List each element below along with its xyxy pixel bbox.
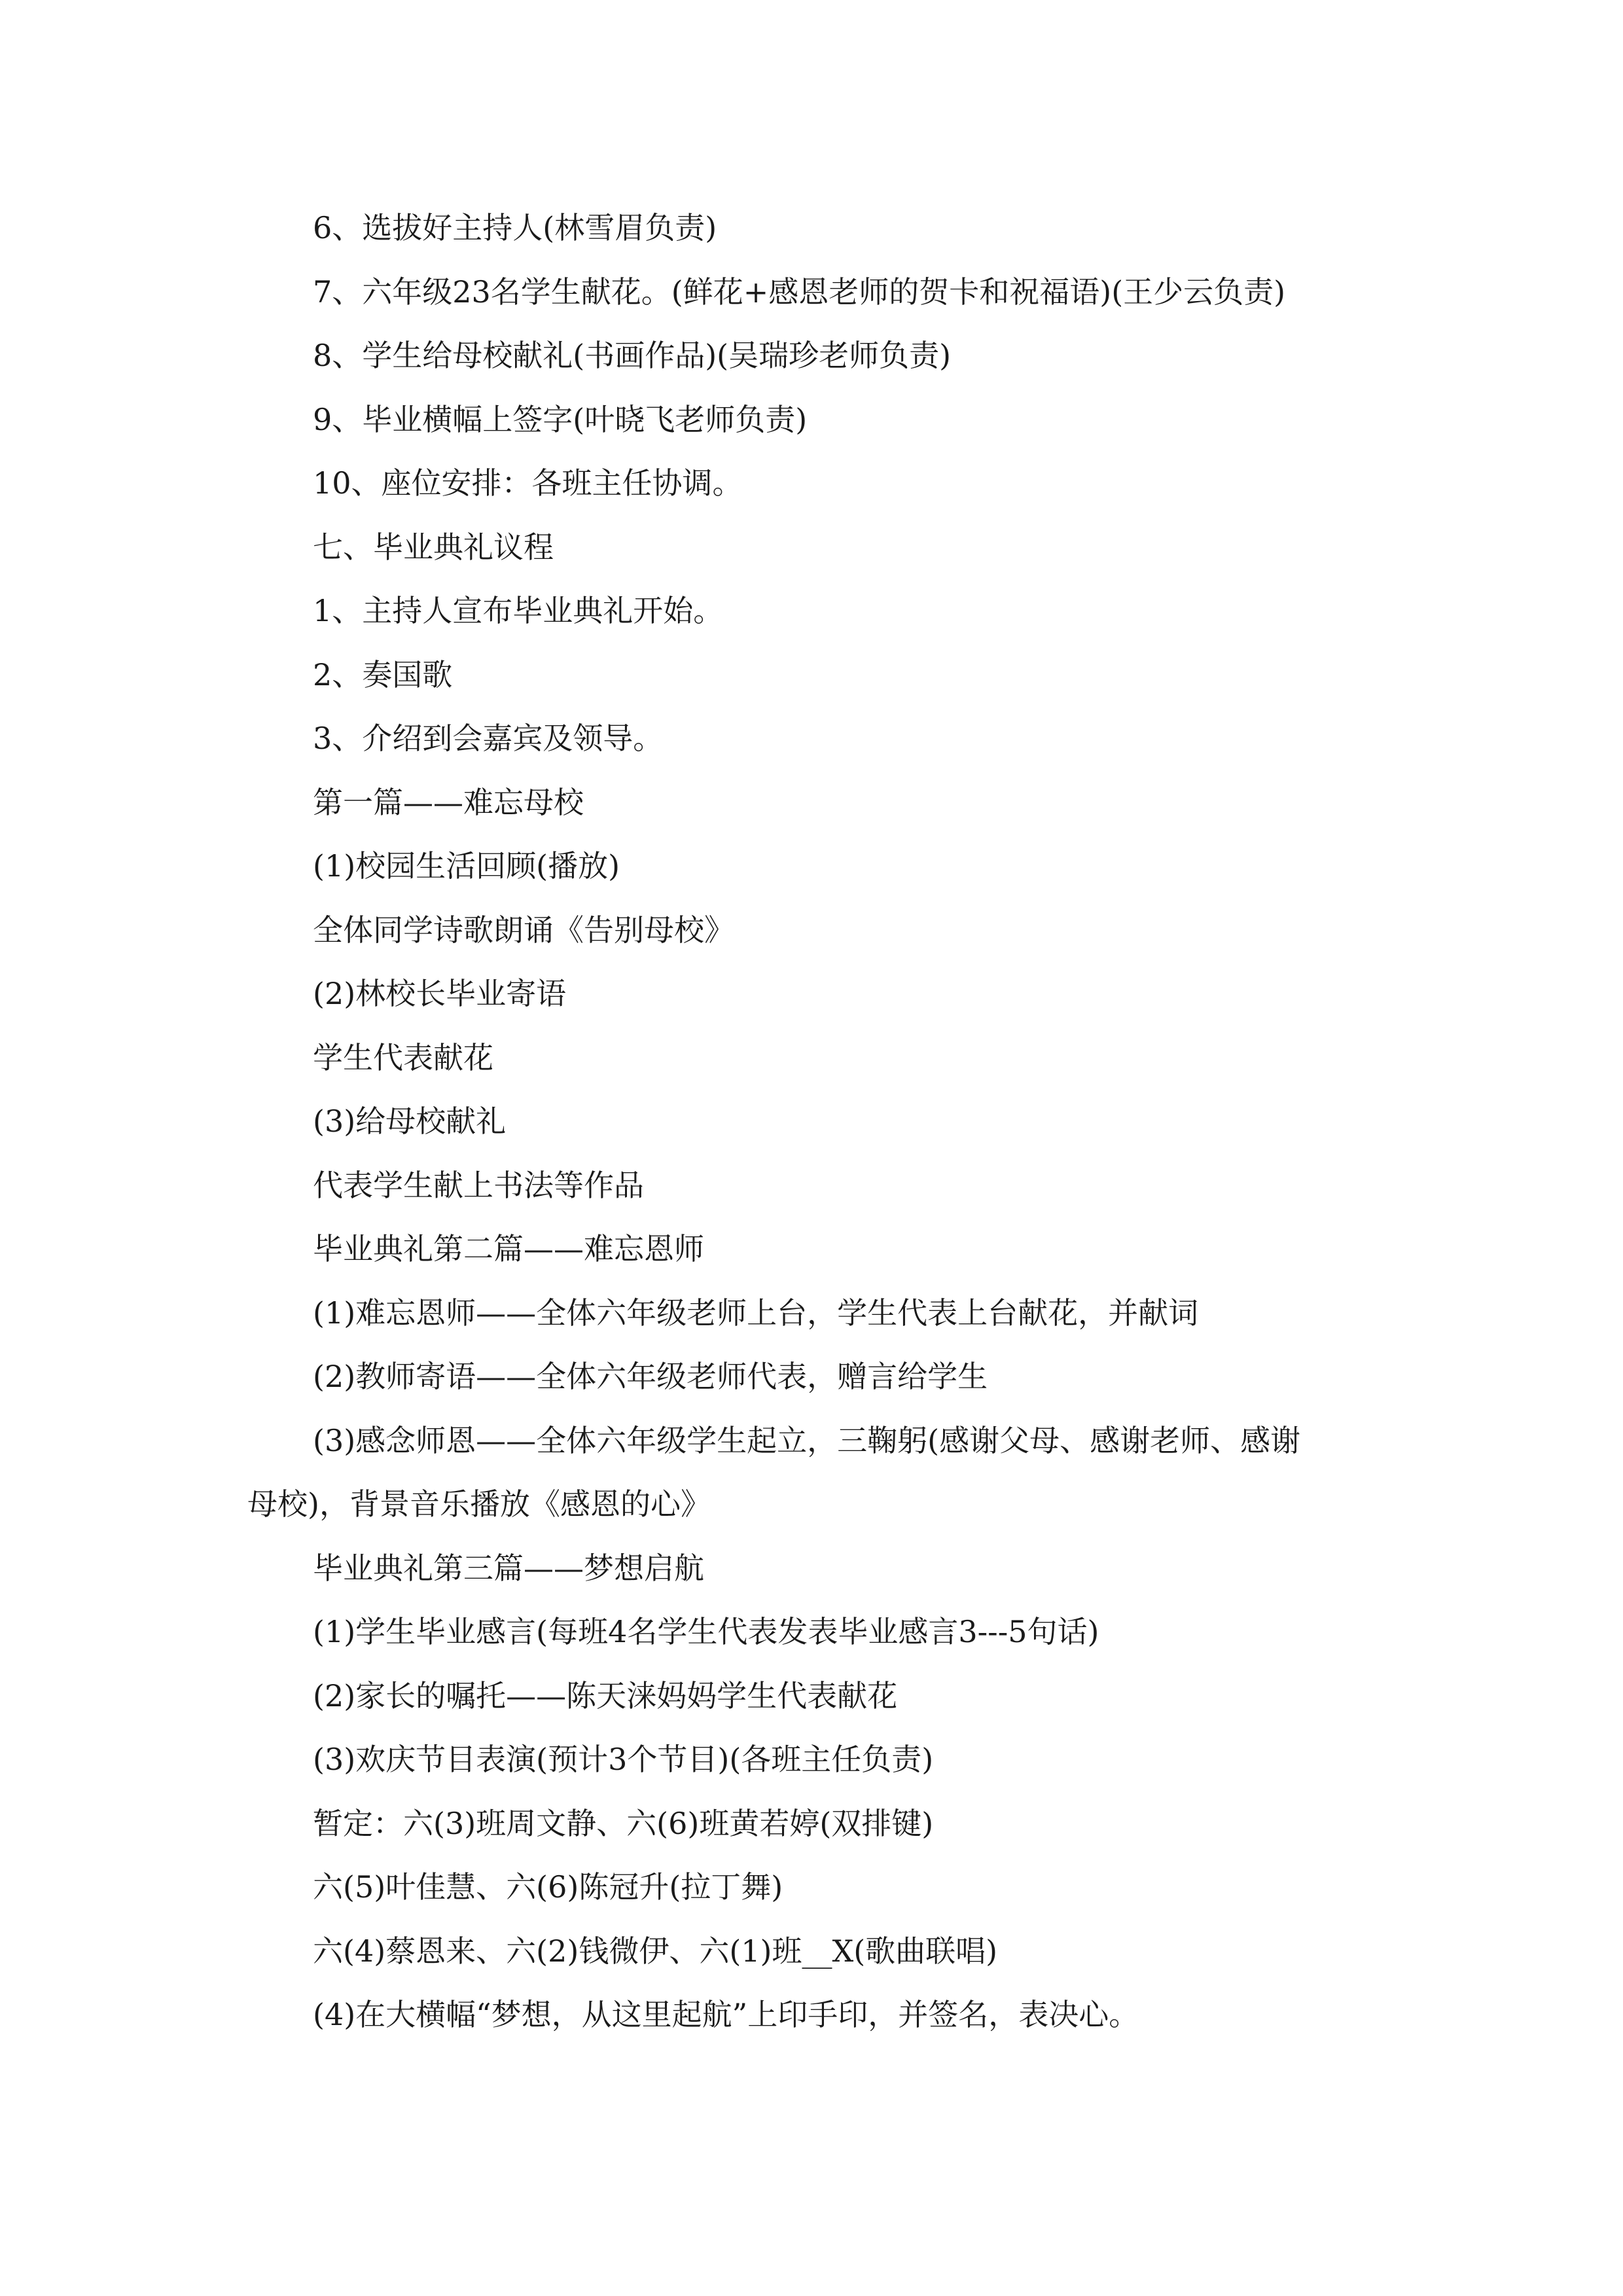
paragraph-line: (3)给母校献礼 [313, 1103, 507, 1139]
subsection-heading: 毕业典礼第二篇——难忘恩师 [313, 1231, 704, 1266]
paragraph-line-continuation: 母校)，背景音乐播放《感恩的心》 [247, 1486, 711, 1522]
paragraph-line: (2)家长的嘱托——陈天涞妈妈学生代表献花 [313, 1677, 898, 1713]
paragraph-line: 3、介绍到会嘉宾及领导。 [313, 721, 664, 756]
paragraph-line: 学生代表献花 [313, 1039, 493, 1075]
paragraph-line: (2)教师寄语——全体六年级老师代表，赠言给学生 [313, 1359, 988, 1394]
paragraph-line: 9、毕业横幅上签字(叶晓飞老师负责) [313, 401, 808, 437]
paragraph-line: 全体同学诗歌朗诵《告别母校》 [313, 912, 734, 948]
document-body [247, 196, 1386, 2047]
paragraph-line: (4)在大横幅“梦想，从这里起航”上印手印，并签名，表决心。 [313, 1997, 1139, 2032]
subsection-heading: 毕业典礼第三篇——梦想启航 [313, 1550, 704, 1586]
paragraph-line: 10、座位安排：各班主任协调。 [313, 465, 743, 501]
paragraph-line: 8、学生给母校献礼(书画作品)(吴瑞珍老师负责) [313, 338, 952, 373]
paragraph-line: (1)难忘恩师——全体六年级老师上台，学生代表上台献花，并献词 [313, 1295, 1199, 1331]
section-heading: 七、毕业典礼议程 [313, 529, 554, 565]
paragraph-line: 六(4)蔡恩来、六(2)钱微伊、六(1)班__X(歌曲联唱) [313, 1933, 998, 1969]
paragraph-line: (1)校园生活回顾(播放) [313, 848, 620, 884]
paragraph-line: 6、选拔好主持人(林雪眉负责) [313, 210, 717, 245]
paragraph-line: (1)学生毕业感言(每班4名学生代表发表毕业感言3---5句话) [313, 1614, 1099, 1649]
paragraph-line: (3)感念师恩——全体六年级学生起立，三鞠躬(感谢父母、感谢老师、感谢 [313, 1422, 1301, 1458]
paragraph-line: 2、奏国歌 [313, 656, 453, 692]
paragraph-line: (3)欢庆节目表演(预计3个节目)(各班主任负责) [313, 1742, 934, 1777]
paragraph-line: 7、六年级23名学生献花。(鲜花+感恩老师的贺卡和祝福语)(王少云负责) [313, 274, 1286, 310]
subsection-heading: 第一篇——难忘母校 [313, 784, 584, 820]
paragraph-line: 代表学生献上书法等作品 [313, 1167, 644, 1203]
paragraph-line: 暂定：六(3)班周文静、六(6)班黄若婷(双排键) [313, 1805, 934, 1841]
paragraph-line: 六(5)叶佳慧、六(6)陈冠升(拉丁舞) [313, 1869, 783, 1905]
paragraph-line: (2)林校长毕业寄语 [313, 976, 567, 1011]
paragraph-line: 1、主持人宣布毕业典礼开始。 [313, 593, 724, 628]
